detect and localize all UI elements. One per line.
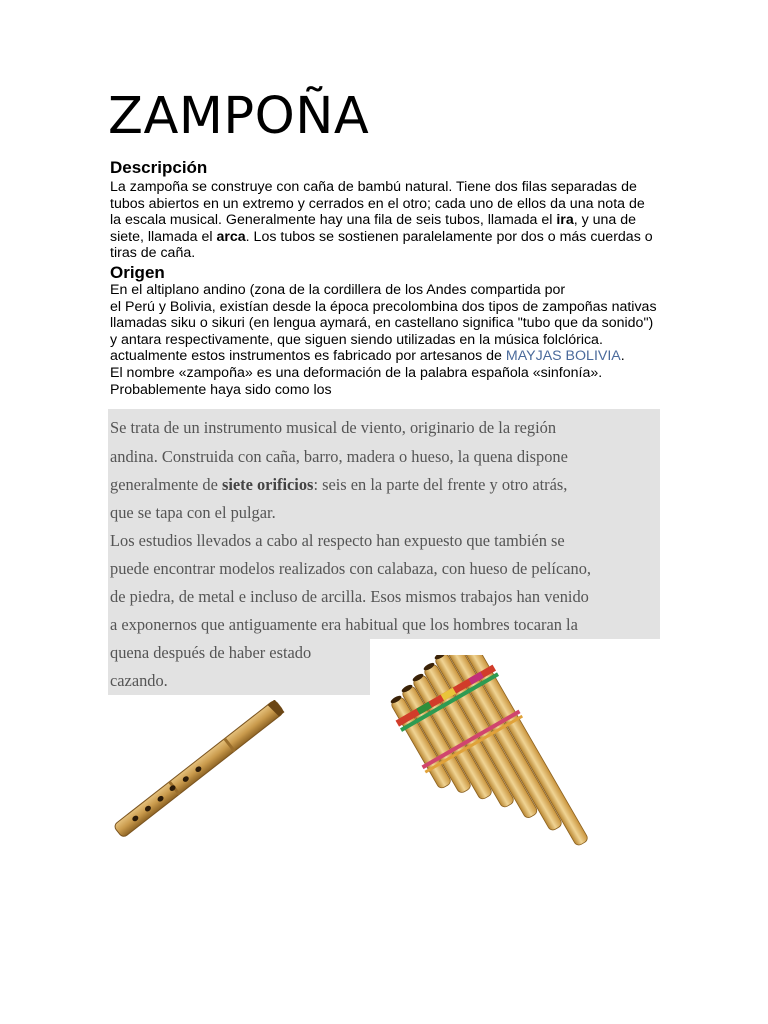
descripcion-line: la escala musical. Generalmente hay una fila de seis tubos, llamada el ira, y una de xyxy=(110,212,637,229)
descripcion-line: tubos abiertos en un extremo y cerrados en el otro; cada uno de ellos da una nota de xyxy=(110,195,645,212)
descripcion-line: tiras de caña. xyxy=(110,245,196,262)
page-title: ZAMPOÑA xyxy=(108,87,370,146)
origen-line: llamadas siku o sikuri (en lengua aymará, en castellano significa "tubo que da sonido") xyxy=(110,315,654,332)
descripcion-line: siete, llamada el arca. Los tubos se sostienen paralelamente por dos o más cuerdas o xyxy=(110,228,653,245)
descripcion-line: La zampoña se construye con caña de bambú natural. Tiene dos filas separadas de xyxy=(110,179,637,195)
quena-line: quena después de haber estado xyxy=(108,639,370,667)
quena-description-block xyxy=(108,409,660,695)
origen-heading: Origen xyxy=(110,263,165,282)
quena-line: Se trata de un instrumento musical de viento, originario de la región xyxy=(108,409,660,443)
arca-term: arca xyxy=(216,228,246,245)
quena-line: Los estudios llevados a cabo al respecto han expuesto que también se xyxy=(108,527,660,555)
zampona-panpipe-icon xyxy=(382,655,612,925)
quena-line: andina. Construida con caña, barro, madera o hueso, la quena dispone xyxy=(108,443,660,471)
descripcion-paragraph xyxy=(110,179,670,262)
siete-orificios-term: siete orificios xyxy=(221,475,314,494)
ira-term: ira xyxy=(556,212,574,229)
origen-line: y antara respectivamente, que siguen siendo utilizadas en la música folclórica. xyxy=(110,331,603,348)
origen-line: actualmente estos instrumentos es fabricado por artesanos de MAYJAS BOLIVIA. xyxy=(110,348,625,365)
quena-line: puede encontrar modelos realizados con calabaza, con hueso de pelícano, xyxy=(108,555,660,583)
origen-paragraph xyxy=(110,282,670,398)
quena-line: a exponernos que antiguamente era habitual que los hombres tocaran la xyxy=(108,611,660,639)
origen-line: El nombre «zampoña» es una deformación de la palabra española «sinfonía». xyxy=(110,364,603,381)
origen-line: el Perú y Bolivia, existían desde la época precolombina dos tipos de zampoñas nativas xyxy=(110,298,657,315)
origen-line: En el altiplano andino (zona de la cordillera de los Andes compartida por xyxy=(110,282,566,298)
origen-line: Probablemente haya sido como los xyxy=(110,381,332,398)
mayjas-bolivia-link[interactable]: MAYJAS BOLIVIA xyxy=(505,348,621,365)
quena-line: cazando. xyxy=(108,667,370,695)
quena-line: de piedra, de metal e incluso de arcilla. Esos mismos trabajos han venido xyxy=(108,583,660,611)
quena-line: generalmente de siete orificios: seis en la parte del frente y otro atrás, xyxy=(108,471,660,499)
descripcion-heading: Descripción xyxy=(110,158,208,177)
quena-line: que se tapa con el pulgar. xyxy=(108,499,660,527)
quena-flute-icon xyxy=(104,700,289,850)
